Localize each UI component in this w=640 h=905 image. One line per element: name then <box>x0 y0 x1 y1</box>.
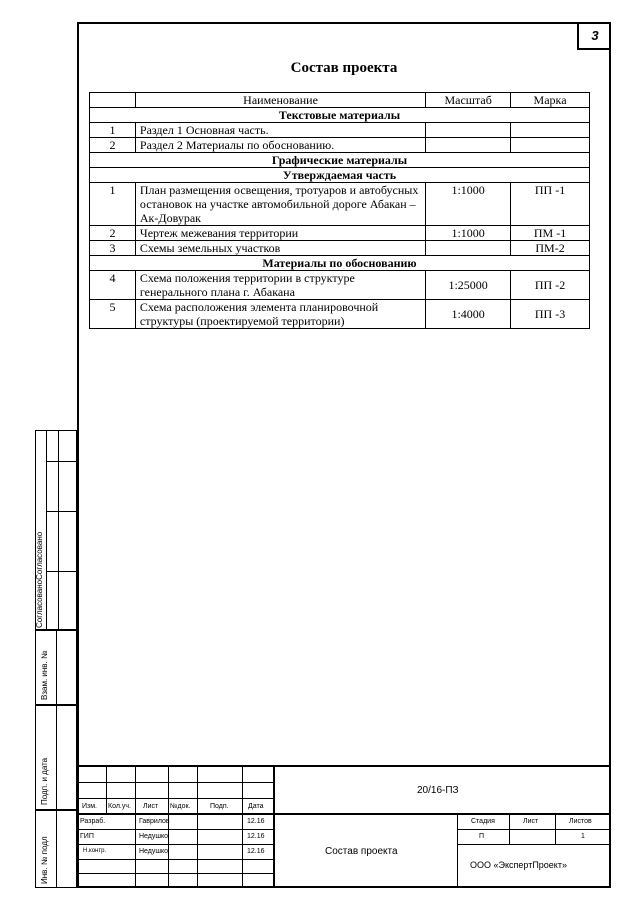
row-name: Схема положения территории в структуре генерального плана г. Абакана <box>135 271 425 300</box>
row-num: 3 <box>90 241 136 256</box>
col-date: Дата <box>248 803 264 810</box>
section-approved-part: Утверждаемая часть <box>90 168 590 183</box>
side-label-vzam: Взам. инв. № <box>40 650 49 700</box>
composition-table <box>89 92 590 329</box>
table-row <box>90 183 590 226</box>
header-name: Наименование <box>135 93 425 108</box>
row-num: 4 <box>90 271 136 300</box>
role-label: Н.контр. <box>83 848 107 854</box>
col-list: Лист <box>143 803 159 810</box>
sheets-label: Листов <box>569 818 592 825</box>
stage-value: П <box>479 833 485 840</box>
table-row <box>90 123 590 138</box>
row-scale: 1:25000 <box>426 271 511 300</box>
side-label-inv: Инв. № подл <box>40 836 49 884</box>
sheet-label: Лист <box>523 818 539 825</box>
row-scale: 1:1000 <box>426 226 511 241</box>
person-name: Недушко <box>139 833 169 840</box>
row-num: 2 <box>90 226 136 241</box>
row-scale <box>426 123 511 138</box>
company-name: ООО «ЭкспертПроект» <box>470 860 567 870</box>
section-justification-materials: Материалы по обоснованию <box>90 256 590 271</box>
sheets-value: 1 <box>581 833 585 840</box>
table-row <box>90 226 590 241</box>
row-mark <box>511 138 590 153</box>
stage-label: Стадия <box>471 818 495 825</box>
section-graphic-materials: Графические материалы <box>90 153 590 168</box>
row-num: 1 <box>90 183 136 226</box>
sign-date: 12.16 <box>247 848 265 855</box>
table-header-row <box>90 93 590 108</box>
col-podp: Подп. <box>210 803 229 810</box>
sign-date: 12.16 <box>247 833 265 840</box>
row-num: 2 <box>90 138 136 153</box>
header-num <box>90 93 136 108</box>
side-label-agreed: СогласованоСогласовано <box>35 531 44 628</box>
col-izm: Изм. <box>82 803 97 810</box>
document-title: Состав проекта <box>290 60 398 76</box>
row-name: Раздел 2 Материалы по обоснованию. <box>135 138 425 153</box>
row-name: План размещения освещения, тротуаров и автобусных остановок на участке автомобильной дороге Абакан – Ак-Довурак <box>135 183 425 226</box>
row-mark: ПП -2 <box>511 271 590 300</box>
header-scale: Масштаб <box>426 93 511 108</box>
row-mark: ПП -1 <box>511 183 590 226</box>
person-name: Недушко <box>139 848 169 855</box>
title-block <box>77 765 611 888</box>
row-name: Схемы земельных участков <box>135 241 425 256</box>
row-name: Чертеж межевания территории <box>135 226 425 241</box>
sign-date: 12.16 <box>247 818 265 825</box>
section-text-materials: Текстовые материалы <box>90 108 590 123</box>
role-label: ГИП <box>80 833 94 840</box>
row-mark: ПП -3 <box>511 300 590 329</box>
row-scale: 1:4000 <box>426 300 511 329</box>
person-name: Гаврилов <box>139 818 170 825</box>
row-mark: ПМ-2 <box>511 241 590 256</box>
row-scale <box>426 138 511 153</box>
side-label-podp: Подп. и дата <box>40 757 49 805</box>
table-row <box>90 138 590 153</box>
row-scale: 1:1000 <box>426 183 511 226</box>
role-label: Разраб. <box>80 818 106 825</box>
header-mark: Марка <box>511 93 590 108</box>
row-num: 1 <box>90 123 136 138</box>
row-name: Схема расположения элемента планировочной структуры (проектируемой территории) <box>135 300 425 329</box>
row-mark: ПМ -1 <box>511 226 590 241</box>
table-row <box>90 271 590 300</box>
row-num: 5 <box>90 300 136 329</box>
title-block-doc-name: Состав проекта <box>325 846 398 857</box>
table-row <box>90 241 590 256</box>
page-number: 3 <box>577 22 611 50</box>
document-code: 20/16-ПЗ <box>417 785 459 796</box>
row-mark <box>511 123 590 138</box>
col-ndok: №док. <box>170 803 191 810</box>
row-name: Раздел 1 Основная часть. <box>135 123 425 138</box>
table-row <box>90 300 590 329</box>
row-scale <box>426 241 511 256</box>
col-kol-uch: Кол.уч. <box>108 803 131 810</box>
